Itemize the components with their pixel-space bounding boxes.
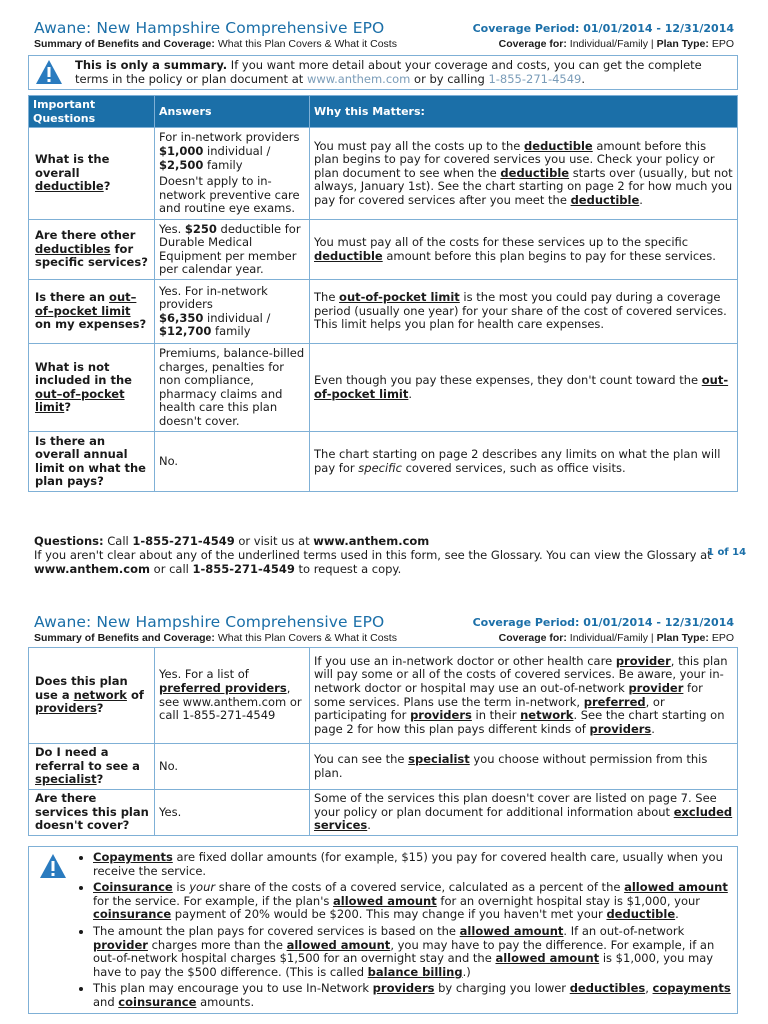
table-row [29, 432, 738, 492]
coverage-period: Coverage Period: 01/01/2014 - 12/31/2014 [472, 22, 734, 35]
coverage-period: Coverage Period: 01/01/2014 - 12/31/2014 [472, 616, 734, 629]
notice-text: This is only a summary. If you want more detail about your coverage and costs, you can get the complete terms in the policy or plan document at www.anthem.com or by calling 1-855-271-4549. [75, 58, 702, 86]
why-cell: The out-of-pocket limit is the most you could pay during a coverage period (usually one year) for your share of the cost of covered services. This limit helps you plan for health care expenses. [310, 280, 738, 344]
summary-notice [28, 55, 738, 90]
answer-cell: Premiums, balance-billed charges, penalties for non compliance, pharmacy claims and health care this plan doesn't cover. [155, 344, 310, 432]
question-cell: Are there services this plan doesn't cover? [29, 790, 155, 836]
table-row [29, 744, 738, 790]
page1-header [34, 19, 734, 55]
phone-link[interactable]: 1-855-271-4549 [488, 72, 582, 86]
question-cell: Is there an out–of–pocket limit on my expenses? [29, 280, 155, 344]
table-row [29, 220, 738, 280]
answer-cell: Yes. For in-network providers $6,350 individual / $12,700 family [155, 280, 310, 344]
plan-title: Awane: New Hampshire Comprehensive EPO [34, 613, 385, 631]
why-cell: You can see the specialist you choose without permission from this plan. [310, 744, 738, 790]
why-cell: Some of the services this plan doesn't cover are listed on page 7. See your policy or plan document for additional information about excluded services. [310, 790, 738, 836]
warning-triangle-icon [35, 59, 63, 85]
plan-title: Awane: New Hampshire Comprehensive EPO [34, 19, 385, 37]
why-cell: You must pay all of the costs for these services up to the specific deductible amount before this plan begins to pay for these services. [310, 220, 738, 280]
table-row [29, 790, 738, 836]
page-footer: Questions: Call 1-855-271-4549 or visit us at www.anthem.com If you aren't clear about any of the underlined terms used in this form, see the Glossary. You can view the Glossary at www.anthem.com or call 1-855-271-4549 to request a copy. [34, 534, 712, 576]
network-questions-table [28, 647, 738, 836]
page2-header [34, 613, 734, 647]
anthem-link[interactable]: www.anthem.com [306, 72, 411, 86]
footer-phone[interactable]: 1-855-271-4549 [132, 534, 235, 548]
table-row [29, 128, 738, 220]
answer-cell: Yes. [155, 790, 310, 836]
footer-url[interactable]: www.anthem.com [313, 534, 430, 548]
why-cell: The chart starting on page 2 describes any limits on what the plan will pay for specific covered services, such as office visits. [310, 432, 738, 492]
answer-cell: No. [155, 432, 310, 492]
warning-triangle-icon [39, 853, 67, 879]
list-item: • Coinsurance is your share of the costs of a covered service, calculated as a percent of the allowed amount for the service. For example, if the plan's allowed amount for an overnight hospital stay is $1,000, your coinsurance payment of 20% would be $200. This may change if you haven't met your deductible. [93, 881, 733, 922]
question-cell: Is there an overall annual limit on what the plan pays? [29, 432, 155, 492]
definitions-list [93, 851, 733, 1013]
coverage-for: Coverage for: Individual/Family | Plan Type: EPO [498, 632, 734, 644]
sbc-subtitle: Summary of Benefits and Coverage: What this Plan Covers & What it Costs [34, 38, 397, 50]
question-cell: Are there other deductibles for specific services? [29, 220, 155, 280]
list-item: • This plan may encourage you to use In-Network providers by charging you lower deductibles, copayments and coinsurance amounts. [93, 982, 733, 1009]
why-cell: If you use an in-network doctor or other health care provider, this plan will pay some or all of the costs of covered services. Be aware, your in-network doctor or hospital may use an out-of-network provider for some services. Plans use the term in-network, preferred, or participating for providers in their network. See the chart starting on page 2 for how this plan pays different kinds of providers. [310, 648, 738, 744]
col-header-questions: Important Questions [29, 96, 155, 128]
answer-cell: For in-network providers $1,000 individual / $2,500 family Doesn't apply to in-network preventive care and routine eye exams. [155, 128, 310, 220]
question-cell: What is the overall deductible? [29, 128, 155, 220]
table-row [29, 648, 738, 744]
question-cell: Does this plan use a network of providers? [29, 648, 155, 744]
important-questions-table [28, 95, 738, 492]
answer-cell: Yes. For a list of preferred providers, see www.anthem.com or call 1-855-271-4549 [155, 648, 310, 744]
col-header-why: Why this Matters: [310, 96, 738, 128]
sbc-subtitle: Summary of Benefits and Coverage: What this Plan Covers & What it Costs [34, 632, 397, 644]
why-cell: You must pay all the costs up to the deductible amount before this plan begins to pay for covered services you use. Check your policy or plan document to see when the deductible starts over (usually, but not always, January 1st). See the chart starting on page 2 for how much you pay for covered services after you meet the deductible. [310, 128, 738, 220]
page-number: 1 of 14 [707, 547, 747, 558]
coverage-for: Coverage for: Individual/Family | Plan Type: EPO [498, 38, 734, 50]
col-header-answers: Answers [155, 96, 310, 128]
table-header-row [29, 96, 738, 128]
list-item: • Copayments are fixed dollar amounts (for example, $15) you pay for covered health care, usually when you receive the service. [93, 851, 733, 878]
why-cell: Even though you pay these expenses, they don't count toward the out-of-pocket limit. [310, 344, 738, 432]
question-cell: What is not included in the out–of–pocket limit? [29, 344, 155, 432]
table-row [29, 280, 738, 344]
question-cell: Do I need a referral to see a specialist? [29, 744, 155, 790]
definitions-box [28, 846, 738, 1014]
list-item: • The amount the plan pays for covered services is based on the allowed amount. If an out-of-network provider charges more than the allowed amount, you may have to pay the difference. For example, if an out-of-network hospital charges $1,500 for an overnight stay and the allowed amount is $1,000, you may have to pay the $500 difference. (This is called balance billing.) [93, 925, 733, 979]
answer-cell: Yes. $250 deductible for Durable Medical Equipment per member per calendar year. [155, 220, 310, 280]
table-row [29, 344, 738, 432]
answer-cell: No. [155, 744, 310, 790]
